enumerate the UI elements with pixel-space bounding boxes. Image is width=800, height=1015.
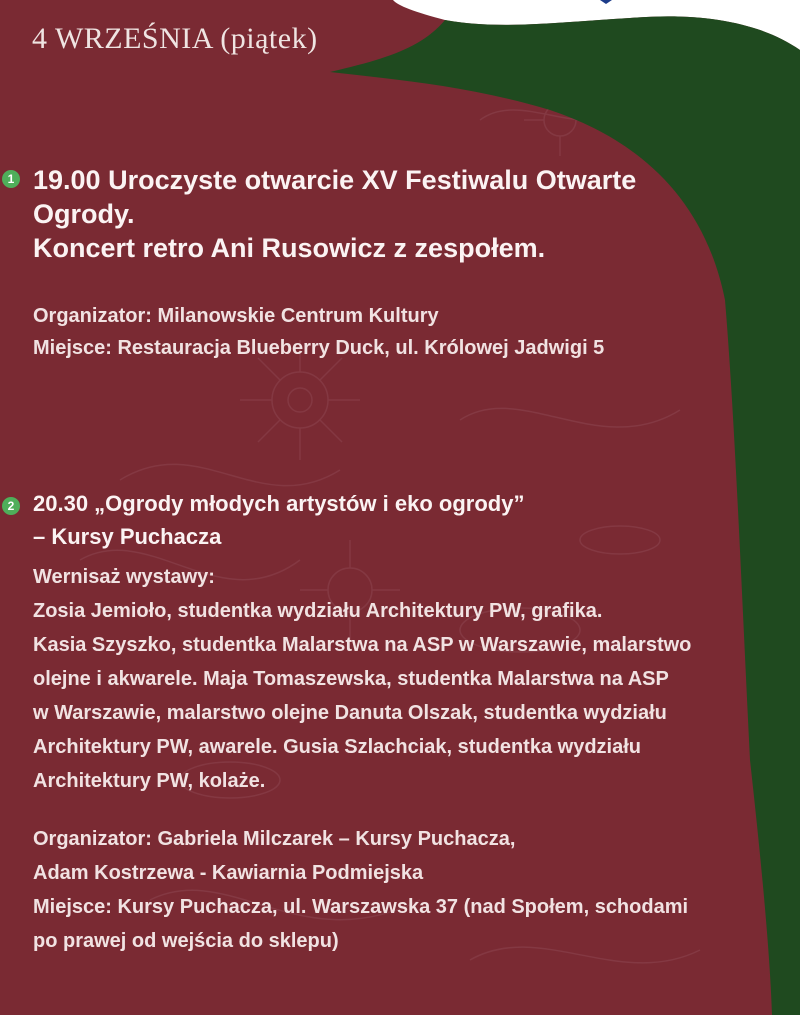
event-subtitle: – Kursy Puchacza [33, 524, 222, 549]
event-title-line: Ogrody. [33, 199, 135, 229]
event-title-line: Koncert retro Ani Rusowicz z zespołem. [33, 233, 546, 263]
event-place: Miejsce: Restauracja Blueberry Duck, ul. Królowej Jadwigi 5 [33, 337, 605, 359]
description-line: Architektury PW, kolaże. [33, 770, 266, 792]
event-number-badge: 2 [2, 497, 20, 515]
description-line: Architektury PW, awarele. Gusia Szlachciak, studentka wydziału [33, 736, 641, 758]
event-number-badge: 1 [2, 170, 20, 188]
description-line: w Warszawie, malarstwo olejne Danuta Olszak, studentka wydziału [33, 702, 667, 724]
event-organizer [33, 822, 800, 890]
date-heading: 4 WRZEŚNIA (piątek) [32, 22, 318, 55]
organizer-line: Adam Kostrzewa - Kawiarnia Podmiejska [33, 862, 424, 884]
event-organizer: Organizator: Milanowskie Centrum Kultury [33, 305, 439, 327]
description-line: Zosia Jemioło, studentka wydziału Architektury PW, grafika. [33, 600, 603, 622]
place-line: po prawej od wejścia do sklepu) [33, 930, 339, 952]
description-line: Kasia Szyszko, studentka Malarstwa na ASP w Warszawie, malarstwo [33, 634, 692, 656]
place-line: Miejsce: Kursy Puchacza, ul. Warszawska 37 (nad Społem, schodami [33, 896, 689, 918]
event-description [33, 560, 800, 798]
organizer-line: Organizator: Gabriela Milczarek – Kursy Puchacza, [33, 828, 516, 850]
event-title: 20.30 „Ogrody młodych artystów i eko ogrody” [33, 491, 525, 516]
description-line: olejne i akwarele. Maja Tomaszewska, studentka Malarstwa na ASP [33, 668, 669, 690]
event-title [33, 163, 793, 265]
description-line: Wernisaż wystawy: [33, 566, 215, 588]
event-place [33, 890, 800, 958]
event-title-line: 19.00 Uroczyste otwarcie XV Festiwalu Otwarte [33, 165, 637, 195]
